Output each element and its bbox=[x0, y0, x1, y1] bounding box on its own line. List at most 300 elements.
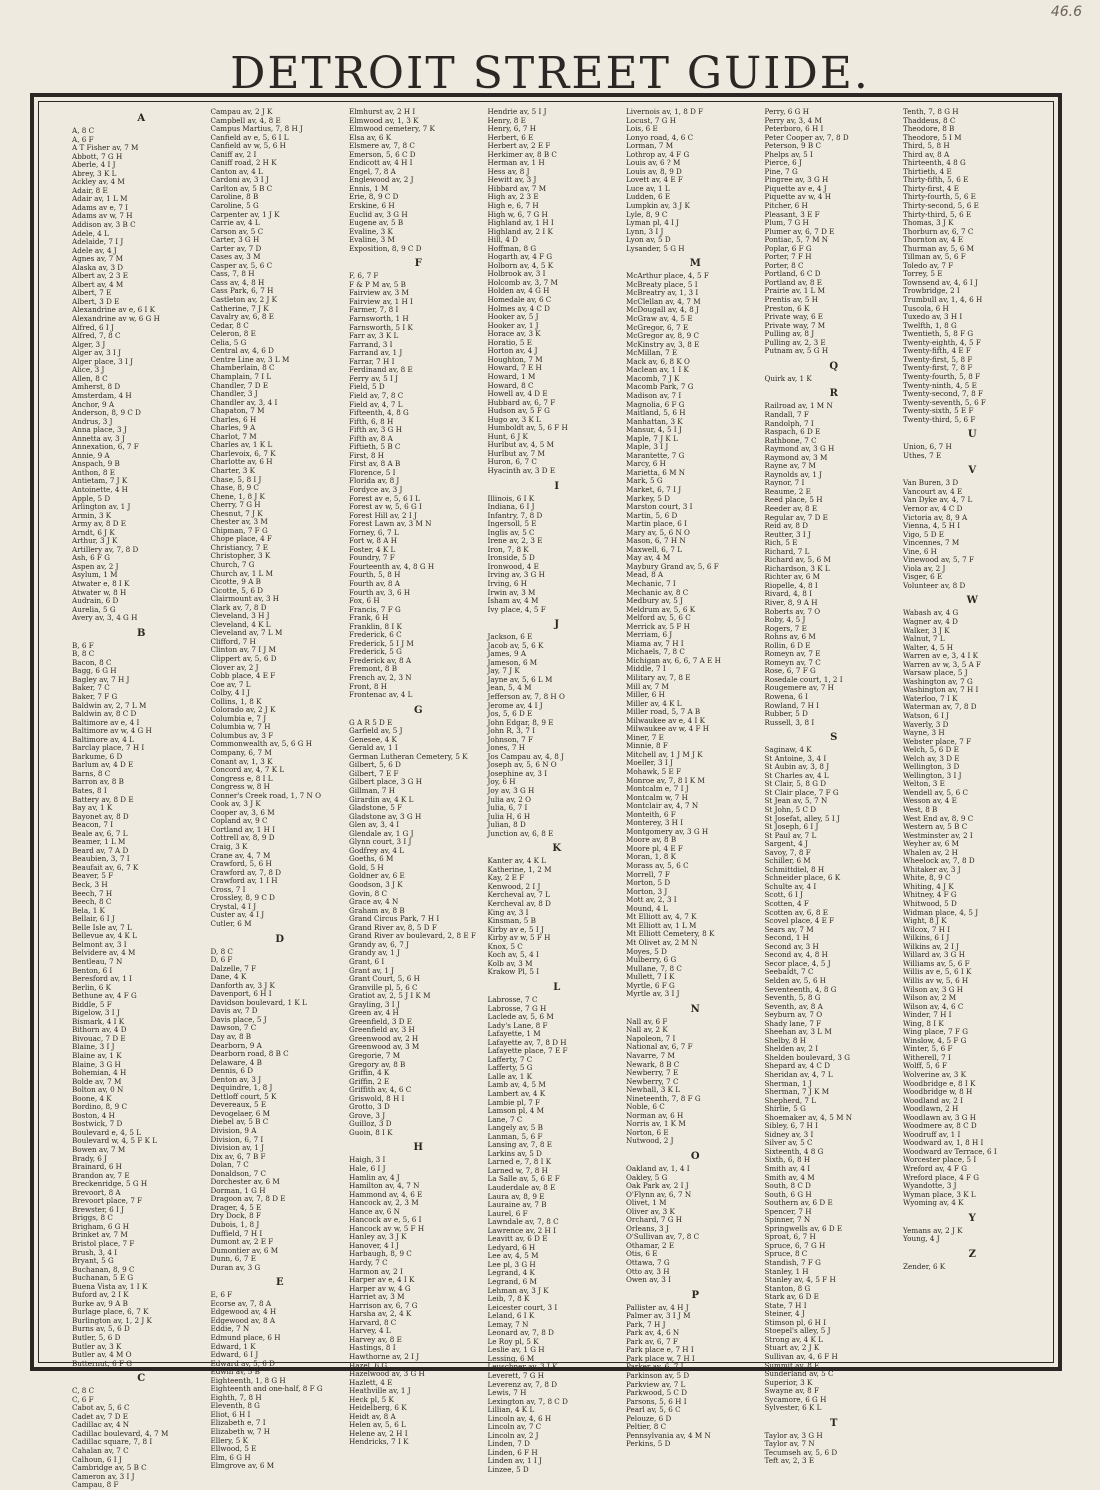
street-entry: Rubber, 5 D bbox=[764, 709, 808, 719]
street-entry: Hammond av, 4, 6 E bbox=[349, 1189, 423, 1199]
letter-heading: T bbox=[830, 1417, 838, 1429]
street-entry: Minnie, 8 F bbox=[626, 741, 668, 751]
street-entry: Julia av, 2 O bbox=[487, 794, 531, 804]
street-entry: Frederick, 5 G bbox=[349, 647, 402, 657]
street-entry: F, 6, 7 F bbox=[349, 271, 379, 281]
street-entry: Gladstone av, 3 G H bbox=[349, 811, 422, 821]
street-entry: Wilson av, 2 M bbox=[903, 993, 957, 1003]
street-entry: Widman place, 4, 5 J bbox=[903, 907, 979, 917]
street-entry: St John, 5 C D bbox=[764, 805, 817, 815]
street-entry: Rose, 6, 7 F G bbox=[764, 666, 816, 676]
street-entry: Clinton av, 7 I J M bbox=[210, 645, 276, 655]
street-entry: Cases av, 3 M bbox=[210, 252, 261, 262]
street-entry: Grand River av, 8, 5 D F bbox=[349, 922, 437, 932]
street-entry: Harsha av, 2, 4 K bbox=[349, 1309, 412, 1319]
street-entry: Sheridan av, 4, 7 L bbox=[764, 1069, 833, 1079]
street-entry: Brush, 3, 4 I bbox=[72, 1247, 118, 1257]
street-entry: Ivy place, 4, 5 F bbox=[487, 604, 546, 614]
street-entry: Beresford av, 1 I bbox=[72, 974, 132, 984]
street-entry: Albert, 7 E bbox=[72, 288, 112, 298]
street-entry: Joy, 6 H bbox=[487, 777, 516, 787]
street-entry: Florence, 5 I bbox=[349, 467, 396, 477]
letter-heading: O bbox=[690, 1150, 700, 1162]
street-entry: Knox, 5 C bbox=[487, 941, 523, 951]
street-entry: Mulberry, 6 G bbox=[626, 955, 677, 965]
street-entry: Alice, 3 J bbox=[72, 365, 105, 375]
street-entry: Monterey, 3 H I bbox=[626, 818, 684, 828]
street-entry: Stanley av, 4, 5 F H bbox=[764, 1275, 836, 1285]
street-entry: Day av, 8 B bbox=[210, 1031, 252, 1041]
street-entry: Wyandotte, 3 J bbox=[903, 1181, 957, 1191]
street-entry: Nineteenth, 7, 8 F G bbox=[626, 1093, 701, 1103]
street-entry: Houghton, 7 M bbox=[487, 354, 543, 364]
street-entry: Katherine, 1, 2 M bbox=[487, 864, 552, 874]
street-entry: Mill av, 7 M bbox=[626, 681, 669, 691]
street-entry: Blaine av, 1 K bbox=[72, 1050, 122, 1060]
street-entry: McBreaty place, 5 I bbox=[626, 279, 698, 289]
street-entry: Woodlawn, 2 H bbox=[903, 1104, 959, 1114]
street-entry: Myrtle, 6 F G bbox=[626, 980, 675, 990]
street-entry: Hoffman, 8 G bbox=[487, 243, 537, 253]
street-entry: Army av, 8 D E bbox=[72, 519, 126, 529]
street-entry: Wolff, 5, 6 F bbox=[903, 1061, 947, 1071]
street-entry: Private way, 6 E bbox=[764, 312, 824, 322]
street-entry: Sylvester, 6 K L bbox=[764, 1403, 822, 1413]
street-entry: Peterson, 9 B C bbox=[764, 141, 821, 151]
street-entry: Young, 4 J bbox=[903, 1234, 940, 1244]
street-entry: Moore av, 8 B bbox=[626, 835, 677, 845]
street-entry: Inglis av, 5 C bbox=[487, 527, 535, 537]
letter-heading: L bbox=[553, 981, 561, 993]
street-entry: Wellington, 3 I J bbox=[903, 770, 962, 780]
street-entry: Forest av w, 5, 6 G I bbox=[349, 502, 422, 512]
street-entry: Helene av, 2 H I bbox=[349, 1428, 408, 1438]
letter-heading: N bbox=[690, 1003, 700, 1015]
street-entry: King av, 3 I bbox=[487, 907, 529, 917]
street-entry: Seebaldt, 7 C bbox=[764, 967, 814, 977]
street-entry: Park place w, 7 H I bbox=[626, 1353, 695, 1363]
street-entry: Smith av, 4 I bbox=[764, 1163, 811, 1173]
letter-heading: A bbox=[137, 113, 146, 124]
street-entry: Ellery, 5 K bbox=[210, 1435, 248, 1445]
street-entry: Wellington, 3 D bbox=[903, 762, 960, 772]
street-entry: Barron av, 8 B bbox=[72, 777, 124, 787]
street-entry: Cortland av, 1 H I bbox=[210, 824, 276, 834]
letter-heading: Y bbox=[968, 1212, 976, 1224]
street-index bbox=[72, 107, 1042, 1490]
street-entry: Oakland av, 1, 4 I bbox=[626, 1163, 690, 1173]
street-entry: Shady lane, 7 F bbox=[764, 1018, 822, 1028]
street-entry: Fifth av, 3 G H bbox=[349, 425, 402, 435]
street-entry: Cameron av, 3 I J bbox=[72, 1471, 135, 1481]
street-entry: Bela, 1 K bbox=[72, 905, 105, 915]
street-entry: Thirteenth, 4 8 G bbox=[903, 158, 966, 168]
street-entry: Vancourt av, 4 E bbox=[903, 486, 963, 496]
street-entry: Lee av, 4, 5 M bbox=[487, 1251, 539, 1261]
street-entry: Hance av, 6 N bbox=[349, 1206, 400, 1216]
street-entry: Woodmere av, 8 C D bbox=[903, 1121, 977, 1131]
street-entry: Gillman, 7 H bbox=[349, 786, 396, 796]
street-entry: Rivard, 4, 8 I bbox=[764, 589, 813, 599]
street-entry: Third, 5, 8 H bbox=[903, 141, 950, 151]
street-entry: Larkins av, 5 D bbox=[487, 1148, 542, 1158]
street-entry: Jefferson av, 7, 8 H O bbox=[487, 692, 565, 701]
street-entry: Clippert av, 5, 6 D bbox=[210, 654, 277, 663]
street-entry: Adele, 4 L bbox=[72, 228, 109, 238]
street-entry: Piquette av e, 4 J bbox=[764, 183, 827, 193]
street-entry: Adele av, 4 J bbox=[72, 245, 117, 255]
street-entry: Richter av, 6 M bbox=[764, 572, 821, 582]
street-entry: Horatio, 5 E bbox=[487, 337, 533, 347]
street-entry: Sherman, 7 J K M bbox=[764, 1087, 830, 1097]
street-entry: Pine, 7 G bbox=[764, 166, 798, 176]
street-entry: Brinket av, 7 M bbox=[72, 1230, 128, 1240]
street-entry: Taylor av, 7 N bbox=[764, 1439, 815, 1449]
street-entry: Myrtle av, 3 I J bbox=[626, 989, 680, 999]
street-entry: Winder, 7 H I bbox=[903, 1010, 952, 1020]
street-entry: Richard, 7 L bbox=[764, 546, 810, 556]
street-entry: Illinois, 6 I K bbox=[487, 493, 535, 503]
street-entry: Burlington av, 1, 2 J K bbox=[72, 1315, 152, 1325]
street-entry: Lady's Lane, 8 F bbox=[487, 1020, 548, 1030]
street-entry: McGregor av, 8, 9 C bbox=[626, 331, 700, 341]
street-entry: Beaver, 5 F bbox=[72, 871, 114, 881]
street-entry: Jay, 7 J K bbox=[487, 666, 520, 676]
street-entry: McKinstry av, 3, 8 E bbox=[626, 339, 700, 349]
street-entry: Hibbard av, 7 M bbox=[487, 183, 547, 193]
street-entry: Fox, 6 H bbox=[349, 596, 380, 606]
index-column bbox=[626, 107, 765, 1449]
street-entry: Kercheval av, 8 D bbox=[487, 899, 551, 909]
street-entry: Canfield av e, 5, 6 I L bbox=[210, 132, 289, 142]
street-entry: Warren av e, 3, 4 I K bbox=[903, 651, 979, 661]
street-entry: Melford av, 5, 6 C bbox=[626, 613, 691, 623]
street-entry: Schulte av, 4 I bbox=[764, 881, 817, 891]
street-entry: Harrison av, 6, 7 G bbox=[349, 1300, 418, 1310]
street-entry: Mound, 4 L bbox=[626, 903, 668, 913]
street-entry: Cook av, 3 J K bbox=[210, 799, 261, 809]
street-entry: Cass av, 4, 8 H bbox=[210, 277, 265, 287]
street-entry: Welch av, 3 D E bbox=[903, 753, 960, 763]
street-entry: Porter, 7 F H bbox=[764, 252, 812, 262]
street-entry: Lambie pl, 7 F bbox=[487, 1097, 541, 1107]
street-entry: Joy av, 3 G H bbox=[487, 786, 535, 796]
street-entry: Wilson av, 3 G H bbox=[903, 984, 964, 994]
street-entry: Anderson, 8, 9 C D bbox=[72, 408, 141, 418]
street-entry: Lessing, 6 M bbox=[487, 1353, 535, 1363]
street-entry: Lyman pl, 4 I J bbox=[626, 218, 680, 228]
street-entry: Lafayette av, 7, 8 D H bbox=[487, 1037, 567, 1047]
street-entry: Manhattan, 3 K bbox=[626, 416, 683, 426]
street-entry: Agnes av, 7 M bbox=[72, 254, 123, 264]
letter-heading: S bbox=[830, 732, 838, 744]
street-entry: Krakow Pl, 5 I bbox=[487, 967, 540, 977]
street-entry: Addison av, 3 B C bbox=[72, 220, 136, 230]
street-entry: Dorman, 1 G H bbox=[210, 1185, 266, 1195]
street-entry: Beacon, 7 I bbox=[72, 820, 114, 830]
street-entry: Macomb Park, 7 G bbox=[626, 382, 694, 392]
street-entry: Leverenz av, 7, 8 D bbox=[487, 1379, 558, 1389]
street-entry: Alger place, 3 I J bbox=[72, 356, 133, 366]
street-entry: Van Dyke av, 4, 7 L bbox=[903, 495, 973, 505]
street-entry: Orchard, 7 G H bbox=[626, 1215, 683, 1225]
street-entry: Twenty-eighth, 4, 5 F bbox=[903, 337, 981, 347]
street-entry: Hewitt av, 3 J bbox=[487, 175, 537, 185]
street-entry: High w, 6, 7 G H bbox=[487, 209, 548, 219]
street-entry: Reed place, 5 H bbox=[764, 495, 823, 505]
street-entry: Perry av, 3, 4 M bbox=[764, 115, 822, 125]
street-entry: Cicotte, 5, 6 D bbox=[210, 585, 264, 595]
street-entry: Church av, 1 L M bbox=[210, 568, 273, 578]
street-entry: Grand Circus Park, 7 H I bbox=[349, 914, 440, 924]
street-entry: Wing place, 7 F G bbox=[903, 1027, 968, 1037]
street-entry: Otto av, 3 H bbox=[626, 1266, 670, 1276]
street-entry: Piquette av w, 4 H bbox=[764, 192, 832, 202]
street-entry: Adams av w, 7 H bbox=[72, 211, 133, 221]
street-entry: Blaine, 3 G H bbox=[72, 1059, 121, 1069]
street-entry: Holborn av, 4, 5 K bbox=[487, 260, 554, 270]
street-entry: Henry, 6, 7 H bbox=[487, 124, 537, 134]
street-entry: Ferdinand av, 8 E bbox=[349, 365, 413, 375]
street-entry: Hill, 4 D bbox=[487, 235, 518, 245]
letter-heading: I bbox=[554, 480, 560, 492]
street-entry: Infantry, 7, 8 D bbox=[487, 510, 543, 520]
street-entry: Columbia w, 7 H bbox=[210, 722, 271, 732]
street-entry: Othamar, 2 E bbox=[626, 1240, 675, 1250]
street-entry: Isham av, 4 M bbox=[487, 596, 539, 606]
street-entry: Willard av, 3 G H bbox=[903, 950, 965, 960]
street-entry: Green av, 4 H bbox=[349, 1008, 399, 1018]
street-entry: Elmhurst av, 2 H I bbox=[349, 107, 416, 116]
street-entry: Randall, 7 F bbox=[764, 409, 809, 419]
street-entry: Crystal, 4 I J bbox=[210, 901, 257, 911]
street-entry: Wheelock av, 7, 8 D bbox=[903, 856, 975, 866]
street-entry: C, 8 C bbox=[72, 1386, 95, 1396]
street-entry: Mohawk, 5 E F bbox=[626, 767, 682, 777]
street-entry: Park av, 6, 7 F bbox=[626, 1336, 678, 1346]
street-entry: Highland av, 2 I K bbox=[487, 226, 553, 236]
street-entry: Lamb av, 4, 5 M bbox=[487, 1080, 546, 1090]
street-entry: Chandler, 3 J bbox=[210, 389, 258, 399]
street-entry: Meldrum av, 5, 6 K bbox=[626, 604, 696, 614]
street-entry: Butler av, 4 M O bbox=[72, 1350, 132, 1360]
street-entry: Casper av, 5, 6 C bbox=[210, 260, 273, 270]
street-entry: Englewood av, 2 J bbox=[349, 175, 414, 185]
street-entry: Pulling av, 2, 3 E bbox=[764, 337, 826, 347]
street-entry: Maybury Grand av, 5, 6 F bbox=[626, 561, 719, 571]
page-title: DETROIT STREET GUIDE. bbox=[230, 48, 870, 99]
street-entry: Wilkins av, 2 I J bbox=[903, 941, 960, 951]
street-entry: Miller, 6 H bbox=[626, 690, 665, 700]
street-entry: Cross, 7 I bbox=[210, 884, 246, 894]
street-entry: Viola av, 2 J bbox=[903, 563, 946, 573]
index-column bbox=[487, 107, 627, 1475]
street-entry: Brady, 6 J bbox=[72, 1153, 108, 1163]
street-entry: Superior, 3 K bbox=[764, 1377, 813, 1387]
street-entry: Evaline, 3 M bbox=[349, 235, 395, 245]
street-entry: Horace av, 3 K bbox=[487, 329, 541, 339]
street-entry: Luce av, 1 L bbox=[626, 183, 670, 193]
street-entry: Apple, 5 D bbox=[72, 493, 111, 503]
street-entry: Woodbridge e, 8 I K bbox=[903, 1078, 976, 1088]
street-entry: Eugene av, 5 B bbox=[349, 218, 404, 228]
street-entry: Irving av, 3 G H bbox=[487, 570, 545, 580]
street-entry: Larned e, 7, 8 I K bbox=[487, 1157, 552, 1167]
street-entry: Macomb, 7 J K bbox=[626, 373, 680, 383]
street-entry: Parsons, 5, 6 H I bbox=[626, 1396, 687, 1406]
street-entry: McGregor, 6, 7 E bbox=[626, 322, 689, 332]
street-entry: Grant Court, 5, 6 H bbox=[349, 974, 420, 984]
street-entry: Private way, 7 M bbox=[764, 320, 826, 330]
street-entry: Annexation, 6, 7 F bbox=[72, 442, 139, 452]
index-column bbox=[764, 107, 904, 1466]
street-entry: Farrand av, 1 J bbox=[349, 348, 403, 358]
street-entry: Markey, 5 D bbox=[626, 493, 670, 503]
street-entry: Roby, 4, 5 J bbox=[764, 615, 806, 625]
street-entry: Front, 8 H bbox=[349, 681, 387, 691]
street-entry: Davis place, 5 J bbox=[210, 1014, 267, 1024]
street-entry: Cobb place, 4 E F bbox=[210, 671, 276, 681]
street-entry: Bellair, 6 I J bbox=[72, 914, 115, 924]
street-entry: Lauderdale av, 8 E bbox=[487, 1182, 556, 1192]
street-entry: Garfield av, 5 J bbox=[349, 726, 403, 736]
street-entry: Hunt, 6 J K bbox=[487, 431, 528, 441]
street-entry: Laura av, 8, 9 E bbox=[487, 1191, 545, 1201]
street-entry: Anchor, 9 A bbox=[72, 399, 115, 409]
street-entry: Maple, 3 I J bbox=[626, 442, 669, 452]
street-entry: Bivouac, 7 D E bbox=[72, 1033, 126, 1043]
street-entry: Caroline, 8 B bbox=[210, 192, 259, 202]
street-entry: Clairmount av, 3 H bbox=[210, 594, 280, 604]
letter-heading: P bbox=[691, 1289, 700, 1301]
street-entry: South, 8 C D bbox=[764, 1181, 811, 1191]
street-entry: Thomas, 3 J K bbox=[903, 218, 954, 228]
street-entry: Pontiac, 5, 7 M N bbox=[764, 235, 829, 245]
street-entry: Hazel, 6 G bbox=[349, 1360, 388, 1370]
street-entry: Horton av, 4 J bbox=[487, 346, 538, 356]
street-entry: Prairie av, 1 L M bbox=[764, 286, 825, 296]
street-entry: Spruce, 8 C bbox=[764, 1249, 808, 1259]
street-entry: Dunn, 6, 7 E bbox=[210, 1254, 256, 1264]
street-entry: Kanter av, 4 K L bbox=[487, 856, 546, 866]
street-entry: Canfield av w, 5, 6 H bbox=[210, 141, 286, 151]
street-entry: Pleasant, 3 E F bbox=[764, 209, 820, 219]
street-entry: James, 9 A bbox=[487, 649, 527, 659]
street-entry: Gilbert, 5, 6 D bbox=[349, 760, 401, 770]
street-entry: Trumbull av, 1, 4, 6 H bbox=[903, 295, 983, 305]
street-entry: Atwater e, 8 I K bbox=[72, 578, 130, 588]
street-entry: Victoria av, 8, 9 A bbox=[903, 512, 968, 522]
street-entry: Forest Lawn av, 3 M N bbox=[349, 519, 432, 529]
street-entry: Martin, 5, 6 D bbox=[626, 510, 678, 520]
street-entry: Conner's Creek road, 1, 7 N O bbox=[210, 790, 321, 800]
street-entry: German Lutheran Cemetery, 5 K bbox=[349, 751, 468, 761]
street-entry: Marston court, 3 I bbox=[626, 502, 693, 512]
street-entry: Harvard, 8 C bbox=[349, 1317, 397, 1327]
street-entry: Thirty-fourth, 5, 6 E bbox=[903, 192, 976, 202]
street-entry: Maclean av, 1 I K bbox=[626, 365, 689, 375]
street-entry: Fort w, 8 A H bbox=[349, 536, 397, 546]
street-entry: Waterman av, 7, 8 D bbox=[903, 702, 977, 712]
street-entry: Ottawa, 7 G bbox=[626, 1258, 670, 1267]
street-entry: Erie, 8, 9 C D bbox=[349, 192, 399, 202]
street-entry: Emerson, 5, 6 C D bbox=[349, 149, 416, 159]
street-entry: Lafayette, 1 M bbox=[487, 1029, 541, 1039]
street-entry: Newark, 8 B C bbox=[626, 1059, 680, 1069]
street-entry: Harriet av, 3 M bbox=[349, 1292, 405, 1302]
street-entry: Carrie av, 4 L bbox=[210, 218, 260, 228]
street-entry: Putnam av, 5 G H bbox=[764, 346, 829, 356]
street-entry: Newberry, 7 C bbox=[626, 1076, 679, 1086]
street-entry: Trowbridge, 2 I bbox=[903, 286, 960, 296]
street-entry: Randolph, 7 I bbox=[764, 418, 814, 428]
street-entry: Lothrop av, 4 F G bbox=[626, 149, 690, 159]
street-entry: Guoin, 8 I K bbox=[349, 1127, 393, 1137]
street-entry: Indiana, 6 I J bbox=[487, 502, 535, 512]
letter-heading: R bbox=[829, 388, 838, 400]
street-entry: Elmwood cemetery, 7 K bbox=[349, 124, 435, 134]
street-entry: Bayonet av, 8 D bbox=[72, 811, 129, 821]
street-entry: Congress e, 8 I L bbox=[210, 773, 273, 783]
street-entry: Baker, 7 F G bbox=[72, 692, 118, 701]
street-entry: Grove, 3 J bbox=[349, 1110, 386, 1120]
street-entry: Shoemaker av, 4, 5 M N bbox=[764, 1112, 853, 1122]
street-entry: John R, 3, 7 I bbox=[487, 726, 536, 736]
street-entry: Devogelaer, 6 M bbox=[210, 1108, 271, 1118]
street-entry: Mack av, 6, 8 K O bbox=[626, 356, 690, 366]
street-entry: Aspen av, 2 J bbox=[72, 561, 119, 571]
street-entry: Schiller, 6 M bbox=[764, 856, 811, 866]
street-entry: Rathbone, 7 C bbox=[764, 435, 817, 445]
street-entry: Carpenter av, 1 J K bbox=[210, 209, 280, 219]
street-entry: Davidson boulevard, 1 K L bbox=[210, 997, 307, 1007]
street-entry: D, 6 F bbox=[210, 955, 233, 965]
street-entry: Harvey av, 8 E bbox=[349, 1334, 402, 1344]
street-entry: McClellan av, 4, 7 M bbox=[626, 296, 701, 306]
street-entry: Ironside, 5 D bbox=[487, 553, 535, 563]
street-entry: Sproat, 6, 7 H bbox=[764, 1232, 816, 1242]
street-entry: Albert av, 2 3 E bbox=[72, 271, 128, 281]
street-entry: Secor place, 4, 5 J bbox=[764, 958, 831, 968]
street-entry: Copland av, 9 C bbox=[210, 816, 268, 826]
street-entry: Marantette, 7 G bbox=[626, 450, 685, 460]
street-entry: Leicester court, 3 I bbox=[487, 1302, 558, 1312]
street-entry: Twenty-ninth, 4, 5 E bbox=[903, 380, 977, 390]
street-entry: Barkume, 6 D bbox=[72, 751, 123, 761]
street-entry: Nutwood, 2 J bbox=[626, 1136, 674, 1146]
street-entry: Homedale av, 6 C bbox=[487, 295, 552, 305]
street-entry: Celeron, 8 E bbox=[210, 329, 256, 339]
street-entry: Howell av, 4 D E bbox=[487, 389, 548, 399]
street-entry: Welton, 3 E bbox=[903, 779, 945, 789]
street-entry: Tecumseh av, 5, 6 D bbox=[764, 1447, 838, 1457]
street-entry: Fremont, 8 B bbox=[349, 664, 398, 674]
street-entry: Caroline, 5 G bbox=[210, 201, 259, 211]
street-entry: Leonard av, 7, 8 D bbox=[487, 1328, 554, 1338]
street-entry: Sheehan av, 3 L M bbox=[764, 1027, 832, 1037]
street-entry: Winslow, 4, 5 F G bbox=[903, 1035, 967, 1045]
street-entry: Amsterdam, 4 H bbox=[72, 390, 132, 400]
street-entry: Eleventh, 8 G bbox=[210, 1401, 260, 1411]
street-entry: Savoy, 7, 8 F bbox=[764, 847, 811, 857]
street-entry: Madison av, 7 I bbox=[626, 390, 682, 400]
street-entry: Regular av, 7 D E bbox=[764, 512, 828, 522]
street-entry: Summit av, 8 E bbox=[764, 1360, 820, 1370]
street-entry: St Clair, 5, 8 G D bbox=[764, 779, 826, 789]
street-entry: Rougemere av, 7 H bbox=[764, 683, 834, 693]
street-entry: Pulling av, 8 J bbox=[764, 329, 815, 339]
street-entry: Peter Cooper av, 7, 8 D bbox=[764, 132, 849, 142]
